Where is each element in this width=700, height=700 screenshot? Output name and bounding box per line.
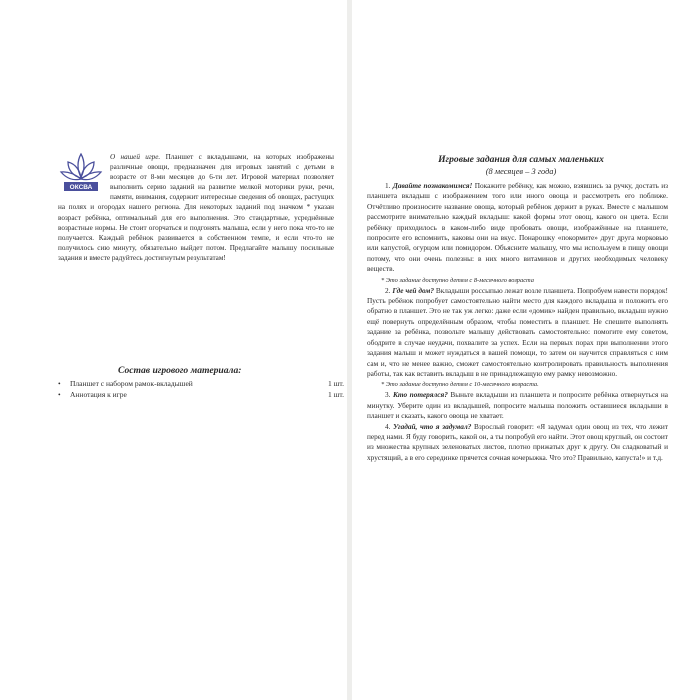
task-text: Покажите ребёнку, как можно, взявшись за ручку, достать из планшета вкладыш с изображением того или иного овоща и рассмотреть его поближе. Отчётливо произносите название овоща, который ребёнок держит в руках. Вместе с малышом рассмотрите внимательно каждый вкладыш: какой формы этот овощ, какого он цвета. Если ребёнку приходилось в каком-либо виде пробовать овощи, изображённые на планшете, попросите его вспомнить, каковы они на вкус. Понарошку «покормите» друг друга морковью или капустой, огурцом или помидором. Объясните малышу, что мы используем в пищу овощи потому, что они очень полезны: в них много витаминов и других необходимых человеку веществ. — [367, 181, 668, 274]
kit-bullet: • — [58, 379, 61, 388]
left-page — [0, 0, 347, 700]
task-heading: Кто потерялся? — [392, 390, 448, 400]
kit-item-qty: 1 шт. — [328, 379, 344, 388]
task-3 — [367, 390, 668, 421]
intro-paragraph — [58, 152, 334, 263]
intro-heading: О нашей игре. — [110, 153, 161, 161]
task-age-note: * Это задание доступно детям с 10-месячного возраста. — [381, 381, 539, 389]
kit-item — [58, 378, 344, 389]
kit-item — [58, 389, 344, 400]
task-number: 3. — [385, 390, 391, 400]
task-age-note: * Это задание доступно детям с 8-месячного возраста — [381, 276, 534, 284]
task-number: 2. — [385, 285, 391, 295]
kit-item-qty: 1 шт. — [328, 390, 344, 399]
games-subtitle: (8 месяцев – 3 года) — [485, 167, 557, 176]
task-heading: Где чей дом? — [392, 285, 435, 295]
task-1 — [367, 181, 668, 275]
task-4 — [367, 422, 668, 464]
kit-list — [58, 378, 344, 400]
games-title: Игровые задания для самых маленьких — [438, 154, 604, 165]
kit-item-name: Планшет с набором рамок-вкладышей — [70, 379, 193, 388]
task-heading: Угадай, что я задумал? — [393, 421, 472, 431]
task-2 — [367, 286, 668, 380]
kit-bullet: • — [58, 390, 61, 399]
task-heading: Давайте познакомимся! — [392, 181, 473, 190]
logo-text: ОКСВА — [69, 184, 93, 192]
task-text: Взрослый говорит: «Я задумал один овощ из тех, что лежит перед нами. Я буду говорить, какой он, а ты попробуй его найти. Этот овощ круглый, он состоит из множества крупных зеленоватых листов, плотно прижатых друг к другу. Он сладковатый и хрустящий, а в его серединке прячется сочная кочерыжка. Что это? Правильно, капуста!» и т.д. — [367, 421, 669, 462]
kit-title: Состав игрового материала: — [118, 365, 242, 376]
games-body — [367, 181, 668, 463]
task-text: Выньте вкладыши из планшета и попросите ребёнка отвернуться на минутку. Уберите один из вкладышей, попросите малыша положить оставшиеся вкладыши в планшет и сказать, какого овоща не хватает. — [367, 390, 669, 421]
task-number: 1. — [385, 181, 391, 190]
logo-spacer — [58, 152, 110, 196]
intro-text: Планшет с вкладышами, на которых изображены различные овощи, предназначен для игровых занятий с детьми в возрасте от 8-ми месяцев до 6-ти лет. Игровой материал позволяет выполнить серию заданий на развитие мелкой моторики руки, речи, памяти, внимания, содержит интересные сведения об овощах, растущих на полях и огородах нашего региона. Для некоторых заданий под значком * указан возраст ребёнка, оптимальный для его выполнения. Это стандартные, усреднённые возрастные нормы. Не стоит огорчаться и подгонять малыша, если у него пока что-то не получается. Каждый ребёнок развивается в собственном темпе, и если что-то не получилось сию минуту, обязательно выйдет потом. Предлагайте малышу посильные задания и вместе радуйтесь достигнутым результатам! — [58, 153, 334, 262]
task-text: Вкладыши россыпью лежат возле планшета. Попробуем навести порядок! Пусть ребёнок попробует самостоятельно найти место для каждого вкладыша и положить его обратно в планшет. Это не так уж легко: даже если «домик» найден правильно, вкладыш нужно ещё повернуть определённым образом, чтобы поместить в планшет. Не спешите выполнять задание за ребёнка, позвольте малышу действовать самостоятельно: помогите ему советом, ободрите в случае неудачи, похвалите за успех. Если на первых порах при выполнении этого задания малыш и может нуждаться в вашей помощи, то затем он научится справляться с ним сам и, что не менее важно, сможет самостоятельно контролировать правильность выполнения работы, так как вставить вкладыш в не принадлежащую ему рамку невозможно. — [367, 285, 668, 378]
kit-item-name: Аннотация к игре — [70, 390, 127, 399]
task-number: 4. — [385, 421, 391, 431]
